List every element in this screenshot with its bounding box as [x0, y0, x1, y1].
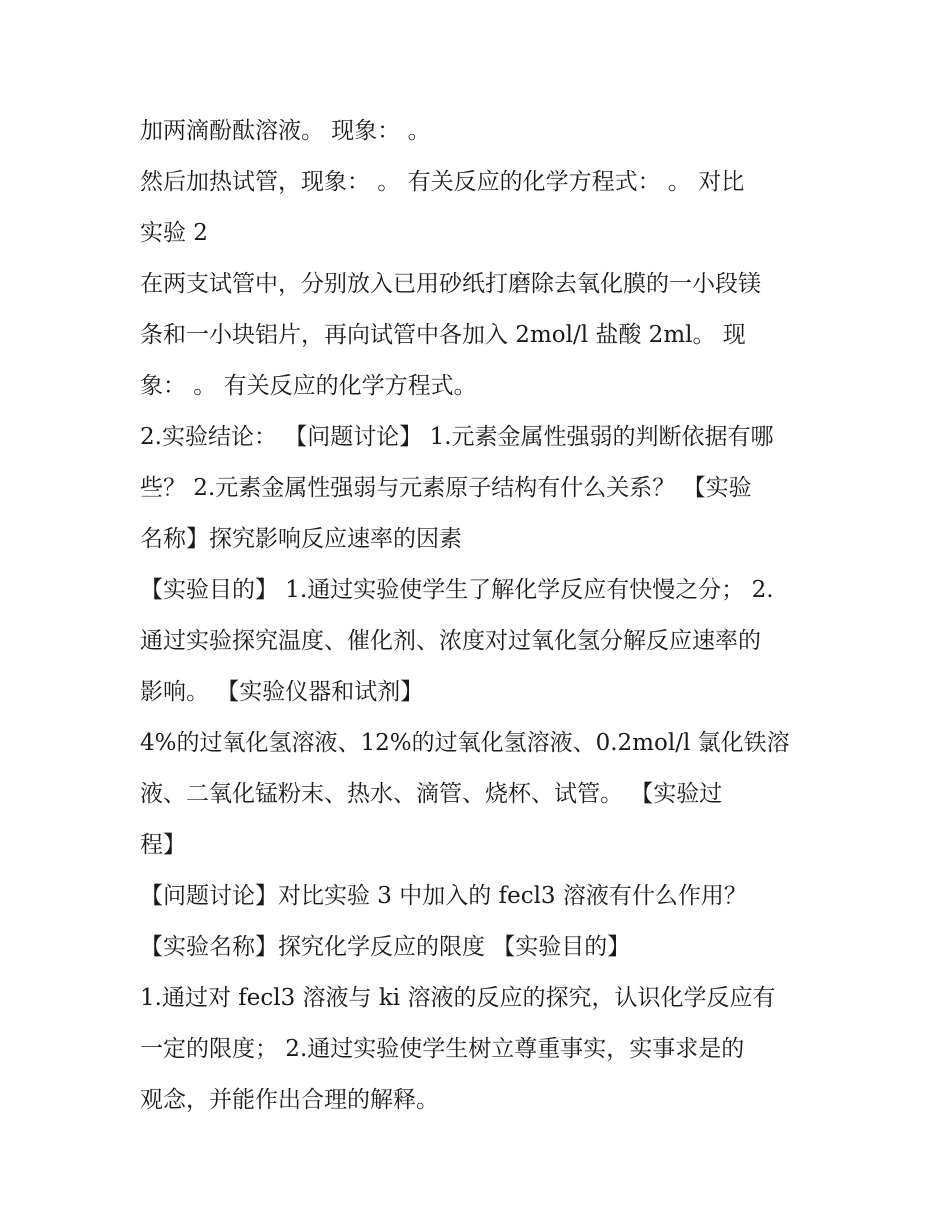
text-line-8: 些？ 2.元素金属性强弱与元素原子结构有什么关系？ 【实验	[140, 475, 752, 501]
text-line-18: 1.通过对 fecl3 溶液与 ki 溶液的反应的探究，认识化学反应有	[140, 985, 776, 1011]
text-line-10: 【实验目的】 1.通过实验使学生了解化学反应有快慢之分； 2.	[140, 577, 774, 603]
text-line-13: 4%的过氧化氢溶液、12%的过氧化氢溶液、0.2mol/l 氯化铁溶	[140, 730, 790, 756]
document-body	[140, 106, 820, 1126]
text-line-19: 一定的限度； 2.通过实验使学生树立尊重事实，实事求是的	[140, 1036, 745, 1062]
text-line-17: 【实验名称】探究化学反应的限度 【实验目的】	[140, 934, 631, 960]
text-line-11: 通过实验探究温度、催化剂、浓度对过氧化氢分解反应速率的	[140, 628, 761, 654]
text-line-12: 影响。 【实验仪器和试剂】	[140, 679, 424, 705]
text-line-14: 液、二氧化锰粉末、热水、滴管、烧杯、试管。 【实验过	[140, 781, 723, 807]
text-line-6: 象： 。 有关反应的化学方程式。	[140, 373, 477, 399]
text-line-7: 2.实验结论： 【问题讨论】 1.元素金属性强弱的判断依据有哪	[140, 424, 774, 450]
text-line-5: 条和一小块铝片，再向试管中各加入 2mol/l 盐酸 2ml。 现	[140, 322, 746, 348]
text-line-20: 观念，并能作出合理的解释。	[140, 1087, 439, 1113]
text-line-4: 在两支试管中，分别放入已用砂纸打磨除去氧化膜的一小段镁	[140, 271, 761, 297]
text-line-1: 加两滴酚酞溶液。 现象： 。	[140, 118, 431, 144]
text-line-16: 【问题讨论】对比实验 3 中加入的 fecl3 溶液有什么作用？	[140, 883, 747, 909]
text-line-9: 名称】探究影响反应速率的因素	[140, 526, 462, 552]
text-line-15: 程】	[140, 832, 186, 858]
text-line-3: 实验 2	[140, 220, 208, 246]
text-line-2: 然后加热试管，现象： 。 有关反应的化学方程式： 。 对比	[140, 169, 745, 195]
